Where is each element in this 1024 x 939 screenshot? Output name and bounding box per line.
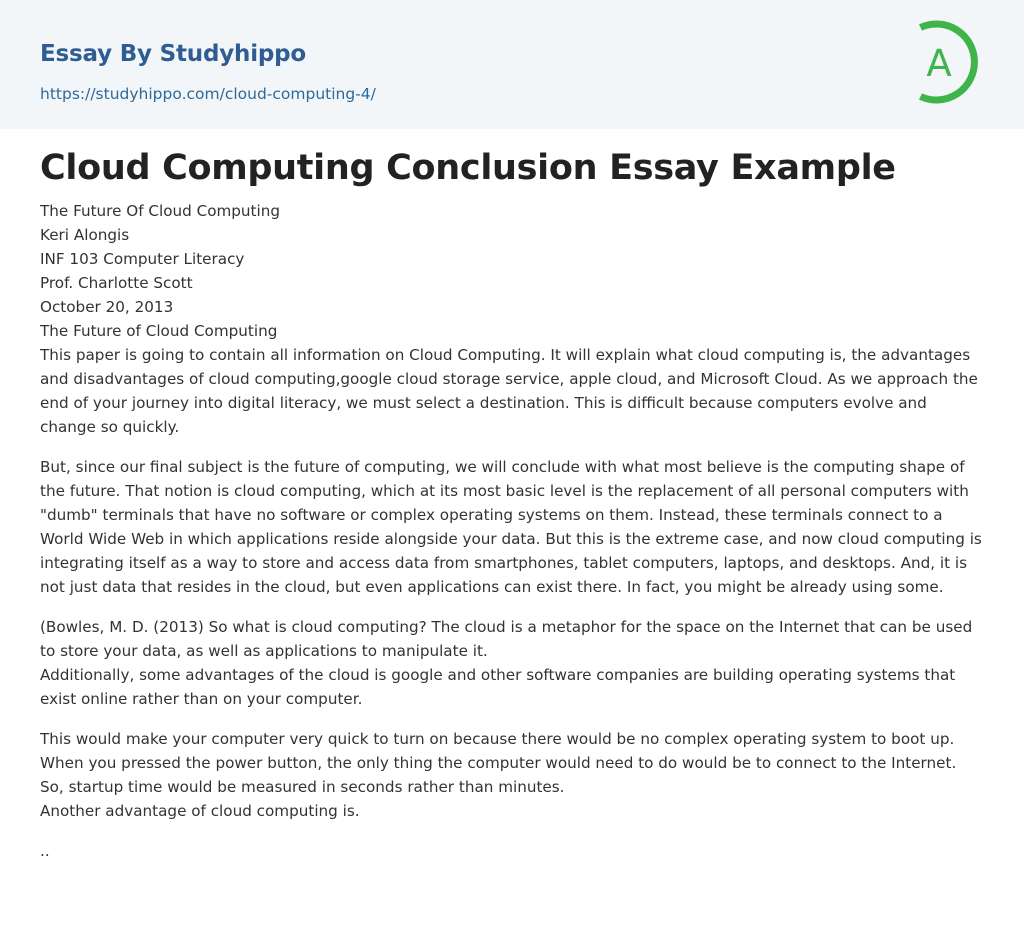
- essay-paragraph: Another advantage of cloud computing is.: [40, 802, 360, 820]
- essay-meta: [40, 199, 984, 343]
- meta-line: The Future of Cloud Computing: [40, 322, 278, 340]
- studyhippo-logo-icon[interactable]: [910, 19, 986, 105]
- meta-line: The Future Of Cloud Computing: [40, 202, 281, 220]
- logo-letter: A: [926, 42, 952, 85]
- essay-paragraph: ..: [40, 842, 50, 860]
- meta-line: Prof. Charlotte Scott: [40, 274, 193, 292]
- meta-line: October 20, 2013: [40, 298, 174, 316]
- source-url-link[interactable]: https://studyhippo.com/cloud-computing-4/: [40, 85, 376, 103]
- essay-paragraph: Additionally, some advantages of the cloud is google and other software companies are building operating systems that exist online rather than on your computer.: [40, 666, 956, 708]
- essay-paragraph: This paper is going to contain all information on Cloud Computing. It will explain what cloud computing is, the advantages and disadvantages of cloud computing,google cloud storage service, apple cloud, and Microsoft Cloud. As we approach the end of your journey into digital literacy, we must select a destination. This is difficult because computers evolve and change so quickly.: [40, 346, 978, 436]
- essay-paragraph: (Bowles, M. D. (2013) So what is cloud computing? The cloud is a metaphor for the space on the Internet that can be used to store your data, as well as applications to manipulate it.: [40, 618, 973, 660]
- essay-paragraph: But, since our final subject is the future of computing, we will conclude with what most believe is the computing shape of the future. That notion is cloud computing, which at its most basic level is the replacement of all personal computers with "dumb" terminals that have no software or complex operating systems on them. Instead, these terminals connect to a World Wide Web in which applications reside alongside your data. But this is the extreme case, and now cloud computing is integrating itself as a way to store and access data from smartphones, tablet computers, laptops, and desktops. And, it is not just data that resides in the cloud, but even applications can exist there. In fact, you might be already using some.: [40, 458, 982, 596]
- essay-content: [40, 145, 984, 863]
- meta-line: Keri Alongis: [40, 226, 130, 244]
- brand-title[interactable]: Essay By Studyhippo: [40, 41, 307, 67]
- page-title: Cloud Computing Conclusion Essay Example: [40, 148, 896, 188]
- site-header: [0, 0, 1024, 129]
- essay-paragraph: This would make your computer very quick to turn on because there would be no complex operating system to boot up. When you pressed the power button, the only thing the computer would need to do would be to connect to the Internet. So, startup time would be measured in seconds rather than minutes.: [40, 730, 957, 796]
- meta-line: INF 103 Computer Literacy: [40, 250, 245, 268]
